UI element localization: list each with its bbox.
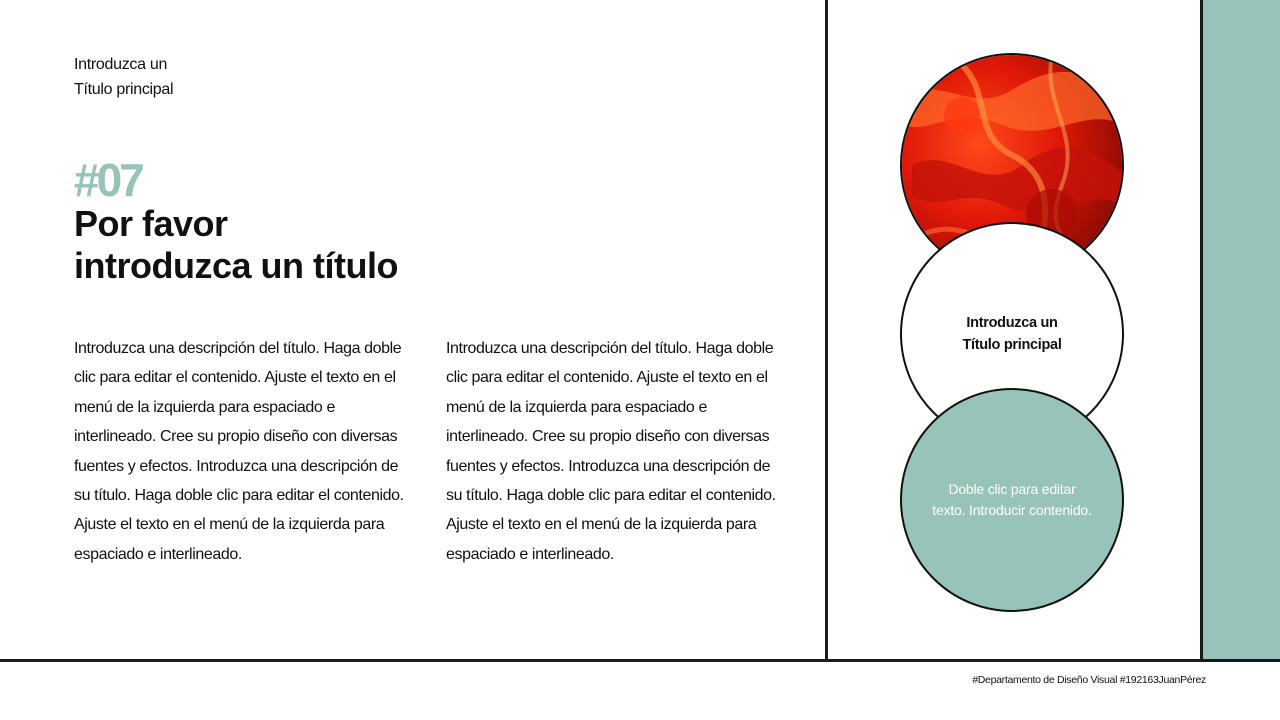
text-circle[interactable] (900, 388, 1124, 612)
title-circle-line1: Introduzca un (966, 315, 1058, 331)
footer-credit: #Departamento de Diseño Visual #192163JuanPérez (972, 674, 1206, 686)
section-title[interactable]: Por favor introduzca un título (74, 203, 398, 286)
header-title[interactable] (74, 52, 173, 102)
header-title-line1: Introduzca un (74, 56, 168, 73)
title-circle-line2: Título principal (962, 337, 1062, 353)
accent-strip (1203, 0, 1280, 659)
section-number[interactable]: #07 (74, 154, 142, 206)
divider-vertical-right (1200, 0, 1203, 661)
divider-horizontal (0, 659, 1280, 662)
divider-vertical-left (825, 0, 828, 661)
header-title-line2: Título principal (74, 81, 174, 98)
text-circle-label: Doble clic para editar texto. Introducir contenido. (932, 480, 1092, 518)
body-text-column-2[interactable]: Introduzca una descripción del título. Haga doble clic para editar el contenido. Ajuste el texto en el menú de la izquierda para espaciado e interlineado. Cree su propio diseño con diversas fuentes y efectos. Introduzca una descripción de su título. Haga doble clic para editar el contenido. Ajuste el texto en el menú de la izquierda para espaciado e interlineado. (446, 340, 776, 563)
body-text-column-1[interactable]: Introduzca una descripción del título. Haga doble clic para editar el contenido. Ajuste el texto en el menú de la izquierda para espaciado e interlineado. Cree su propio diseño con diversas fuentes y efectos. Introduzca una descripción de su título. Haga doble clic para editar el contenido. Ajuste el texto en el menú de la izquierda para espaciado e interlineado. (74, 340, 404, 563)
